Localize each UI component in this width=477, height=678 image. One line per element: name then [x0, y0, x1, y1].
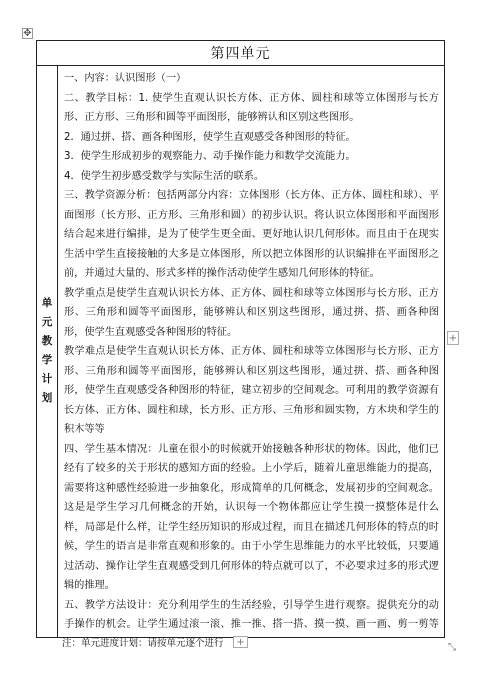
- paragraph-key-points: 教学重点是使学生直观认识长方体、正方体、圆柱和球等立体图形与长方形、正方形、三角形和圆等平面图形，能够辨认和区别这些图形，通过拼、搭、画各种图形，使学生直观感受各种图形的特征。: [64, 287, 439, 338]
- side-label: 单元教学计划: [41, 297, 53, 404]
- side-label-cell: [37, 65, 58, 637]
- paragraph-resource-analysis: 三、教学资源分析：包括两部分内容：立体图形（长方体、正方体、圆柱和球）、平面图形（长方形、正方形、三角形和圆）的初步认识。将认识立体图形和平面图形结合起来进行编排，是为了使学生更全面、更好地认识几何形体。而且由于在现实生活中学生直接接触的大多是立体图形，所以把立体图形的认识编排在平面图形之前，并通过大量的、形式多样的操作活动使学生感知几何形体的特征。: [64, 190, 439, 279]
- footnote: 注：单元进度计划：请按单元逐个进行: [62, 638, 224, 649]
- paragraph-objective-3: 3．使学生形成初步的观察能力、动手操作能力和数学交流能力。: [64, 151, 356, 162]
- paragraph-difficulties: 教学难点是使学生直观认识长方体、正方体、圆柱和球等立体图形与长方形、正方形、三角形和圆等平面图形，能够辨认和区别这些图形，通过拼、搭、画各种图形，使学生直观感受各种图形的特征，建立初步的空间观念。可利用的教学资源有长方体、正方体、圆柱和球，长方形、正方形、三角形和圆实物，方木块和学生的积木等等: [64, 346, 439, 435]
- paragraph-objective-1: 二、教学目标：1. 使学生直观认识长方体、正方体、圆柱和球等立体图形与长方形、正方形、三角形和圆等平面图形，能够辨认和区别这些图形。: [64, 92, 439, 123]
- add-column-button[interactable]: +: [233, 636, 248, 648]
- paragraph-objective-4: 4．使学生初步感受数学与实际生活的联系。: [64, 170, 265, 182]
- unit-title-cell: [37, 41, 444, 66]
- add-row-button[interactable]: +: [448, 332, 458, 344]
- paragraph-student-situation: 四、学生基本情况：儿童在很小的时候就开始接触各种形状的物体。因此，他们已经有了较多的关于形状的感知方面的经验。上小学后，随着儿童思维能力的提高，需要将这种感性经验进一步抽象化，形成简单的几何概念，发展初步的空间观念。这是是学生学习几何概念的开始，认识每一个物体都应让学生摸一摸整体是什么样，局部是什么样，让学生经历知识的形成过程，而且在描述几何形体的特点的时候，学生的语言是非常直观和形象的。由于小学生思维能力的水平比较低，只要通过活动、操作让学生直观感受到几何形体的特点就可以了，不必要求过多的形式逻辑的推理。: [64, 443, 439, 591]
- unit-title: 第四单元: [210, 46, 271, 62]
- paragraph-objective-2: 2．通过拼、搭、画各种图形，使学生直观感受各种图形的特征。: [64, 131, 356, 143]
- unit-plan-table: [36, 40, 445, 638]
- paragraph-method-design: 五、教学方法设计：充分利用学生的生活经验，引导学生进行观察。提供充分的动手操作的机会。让学生通过滚一滚、推一推、搭一搭、摸一摸、画一画、剪一剪等: [64, 599, 439, 630]
- plan-content-cell[interactable]: [58, 65, 444, 637]
- table-move-handle-icon[interactable]: ✥: [23, 27, 32, 39]
- paragraph-content: 一、内容：认识图形（一）: [64, 73, 187, 84]
- table-resize-handle-icon[interactable]: ⤡: [448, 641, 456, 653]
